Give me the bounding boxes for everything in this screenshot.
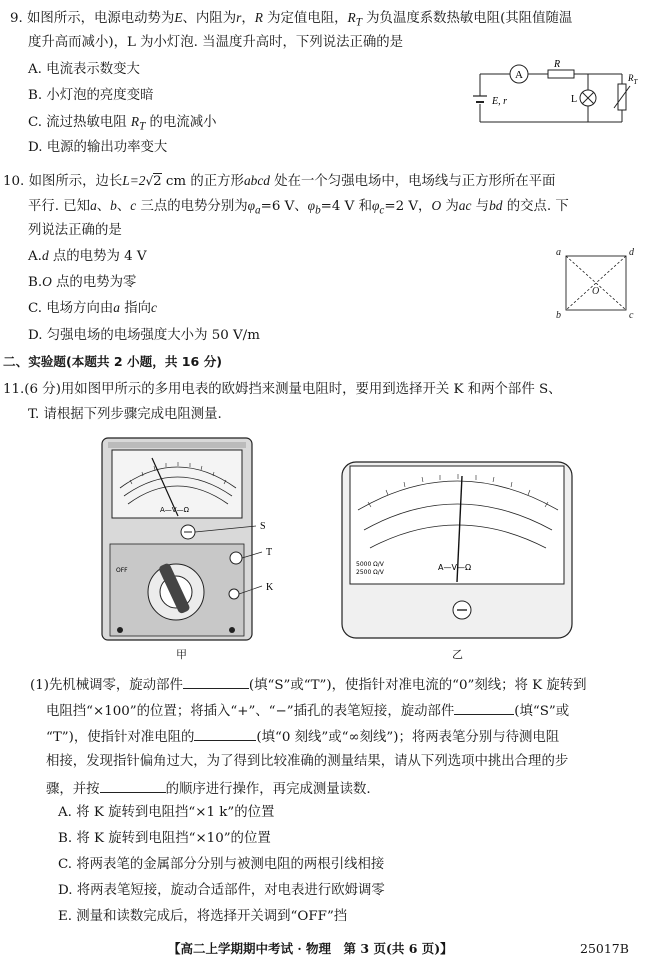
svg-text:K: K — [266, 582, 274, 593]
q10-line3: 列说法正确的是 — [28, 223, 122, 238]
svg-text:E, r: E, r — [492, 96, 507, 107]
q9-line2: 度升高而减小)，L 为小灯泡. 当温度升高时，下列说法正确的是 — [28, 35, 404, 50]
page-footer: 【高二上学期期中考试 · 物理 第 3 页(共 6 页)】 — [168, 941, 453, 956]
q10-option-b: B.O 点的电势为零 — [28, 274, 137, 290]
q10-square-diagram — [556, 246, 636, 322]
answer-blank-4[interactable] — [100, 780, 166, 793]
q11-line1: 11.(6 分)用如图甲所示的多用电表的欧姆挡来测量电阻时，要用到选择开关 K 和两个部件 S、 — [3, 382, 562, 397]
center-o-label: O — [592, 286, 600, 297]
part-t-knob — [230, 552, 242, 564]
vertex-b-label: b — [556, 310, 561, 321]
q9-circuit-diagram — [470, 59, 638, 136]
q10-line2: 平行. 已知a、b、c 三点的电势分别为$\varphi_a=6$ V、$\varphi_b=4$ V 和$\varphi_c=2$ V，O 为ac 与bd 的交点. 下 — [28, 198, 569, 217]
q10-number: 10. — [3, 174, 25, 189]
svg-text:R: R — [554, 59, 561, 70]
answer-blank-2[interactable] — [454, 702, 514, 715]
q11-option-b: B. 将 K 旋转到电阻挡“×10”的位置 — [58, 831, 271, 846]
q9-line1: 9. 如图所示，电源电动势为E、内阻为r，R 为定值电阻，$R_T$ 为负温度系数热敏电阻(其阻值随温 — [10, 10, 573, 29]
q11-option-d: D. 将两表笔短接，旋动合适部件，对电表进行欧姆调零 — [58, 883, 385, 898]
q10-line1: 10. 如图所示，边长L=2√2 cm 的正方形abcd 处在一个匀强电场中，电场线与正方形所在平面 — [3, 173, 556, 189]
q11-p1-line2: 电阻挡“×100”的位置；将插入“+”、“−”插孔的表笔短接，旋动部件 (填“S”或 — [46, 704, 570, 719]
q9-option-c: C. 流过热敏电阻 $R_T$ 的电流减小 — [28, 114, 217, 133]
svg-text:2500 Ω/V: 2500 Ω/V — [356, 569, 384, 576]
q11-p1-line3: “T”)，使指针对准电阻的 (填“0 刻线”或“∞刻线”)；将两表笔分别与待测电阻 — [46, 730, 560, 745]
q11-option-a: A. 将 K 旋转到电阻挡“×1 k”的位置 — [58, 805, 275, 820]
meter-face-yi — [338, 458, 576, 644]
svg-text:L: L — [571, 94, 578, 105]
svg-text:A—V—Ω: A—V—Ω — [438, 563, 472, 572]
q11-p1-line1: (1)先机械调零，旋动部件 (填“S”或“T”)，使指针对准电流的“0”刻线；将 K 旋转到 — [30, 678, 587, 693]
svg-text:A—V—Ω: A—V—Ω — [160, 506, 189, 514]
q11-number: 11. — [3, 382, 25, 397]
answer-blank-3[interactable] — [194, 728, 256, 741]
q9-option-d: D. 电源的输出功率变大 — [28, 140, 168, 155]
q10-option-d: D. 匀强电场的电场强度大小为 50 V/m — [28, 328, 260, 343]
svg-text:OFF: OFF — [116, 567, 128, 574]
q11-line2: T. 请根据下列步骤完成电阻测量. — [28, 407, 222, 422]
q10-option-c: C. 电场方向由a 指向c — [28, 300, 157, 316]
q11-p1-line5: 骤，并按 的顺序进行操作，再完成测量读数. — [46, 782, 371, 797]
multimeter-jia — [96, 434, 280, 644]
q9-option-a: A. 电流表示数变大 — [28, 62, 140, 77]
figure-jia-caption: 甲 — [176, 648, 187, 661]
q11-option-e: E. 测量和读数完成后，将选择开关调到“OFF”挡 — [58, 909, 348, 924]
vertex-d-label: d — [629, 247, 634, 258]
vertex-a-label: a — [556, 247, 561, 258]
vertex-c-label: c — [629, 310, 634, 321]
section-title: 二、实验题(本题共 2 小题，共 16 分) — [3, 354, 223, 369]
svg-text:5000 Ω/V: 5000 Ω/V — [356, 561, 384, 568]
sqrt-symbol: √ — [145, 174, 154, 188]
svg-text:T: T — [266, 547, 273, 558]
svg-text:A: A — [515, 69, 523, 81]
answer-blank-1[interactable] — [183, 676, 249, 689]
svg-text:RT: $R_T$ — [628, 73, 638, 86]
resistor-r-symbol — [548, 70, 574, 78]
q9-option-b: B. 小灯泡的亮度变暗 — [28, 88, 154, 103]
q9-number: 9. — [10, 11, 23, 26]
q10-option-a: A.d 点的电势为 4 V — [28, 248, 147, 264]
exam-code: 25017B — [580, 941, 629, 956]
q11-option-c: C. 将两表笔的金属部分分别与被测电阻的两根引线相接 — [58, 857, 385, 872]
figure-yi-caption: 乙 — [452, 648, 463, 661]
svg-text:S: S — [260, 521, 266, 532]
q11-p1-line4: 相接，发现指针偏角过大，为了得到比较准确的测量结果，请从下列选项中挑出合理的步 — [46, 754, 569, 769]
